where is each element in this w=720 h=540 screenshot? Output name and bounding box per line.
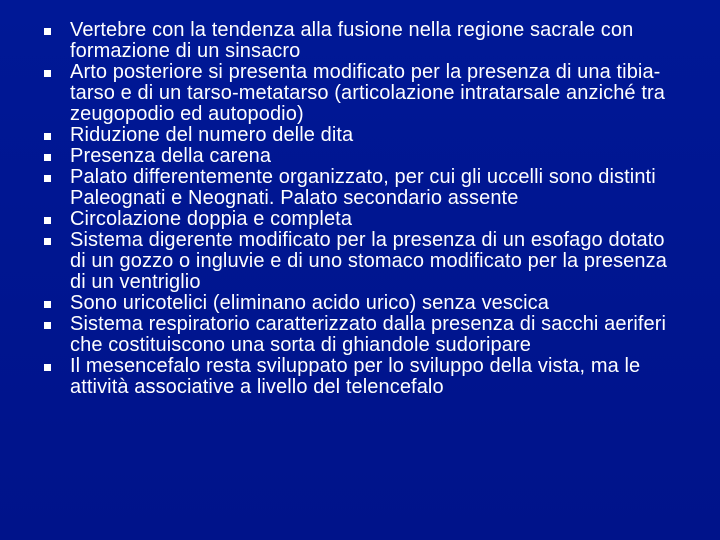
square-bullet-icon [44,28,51,35]
list-item [42,314,682,356]
list-item [42,293,682,314]
list-item [42,146,682,167]
bullet-text: Sono uricotelici (eliminano acido urico) senza vescica [70,292,549,314]
list-item [42,356,682,398]
list-item [42,62,682,125]
bullet-list [42,20,682,398]
bullet-text: Sistema respiratorio caratterizzato dalla presenza di sacchi aeriferi che costituiscono una sorta di ghiandole sudoripare [70,313,667,356]
list-item [42,209,682,230]
bullet-text: Riduzione del numero delle dita [70,124,354,146]
list-item [42,230,682,293]
bullet-text: Sistema digerente modificato per la presenza di un esofago dotato di un gozzo o ingluvie e di uno stomaco modificato per la presenza di un ventriglio [70,229,667,293]
square-bullet-icon [44,70,51,77]
list-item [42,20,682,62]
list-item [42,167,682,209]
square-bullet-icon [44,133,51,140]
square-bullet-icon [44,175,51,182]
square-bullet-icon [44,154,51,161]
square-bullet-icon [44,364,51,371]
bullet-text: Palato differentemente organizzato, per cui gli uccelli sono distinti Paleognati e Neognati. Palato secondario assente [70,166,656,209]
bullet-text: Circolazione doppia e completa [70,208,353,230]
square-bullet-icon [44,322,51,329]
list-item [42,125,682,146]
bullet-text: Presenza della carena [70,145,272,167]
square-bullet-icon [44,217,51,224]
bullet-text: Il mesencefalo resta sviluppato per lo sviluppo della vista, ma le attività associative a livello del telencefalo [70,355,641,398]
bullet-text: Vertebre con la tendenza alla fusione nella regione sacrale con formazione di un sinsacro [70,19,634,62]
bullet-text: Arto posteriore si presenta modificato per la presenza di una tibia-tarso e di un tarso-metatarso (articolazione intratarsale anziché tra zeugopodio ed autopodio) [70,61,665,125]
square-bullet-icon [44,238,51,245]
square-bullet-icon [44,301,51,308]
